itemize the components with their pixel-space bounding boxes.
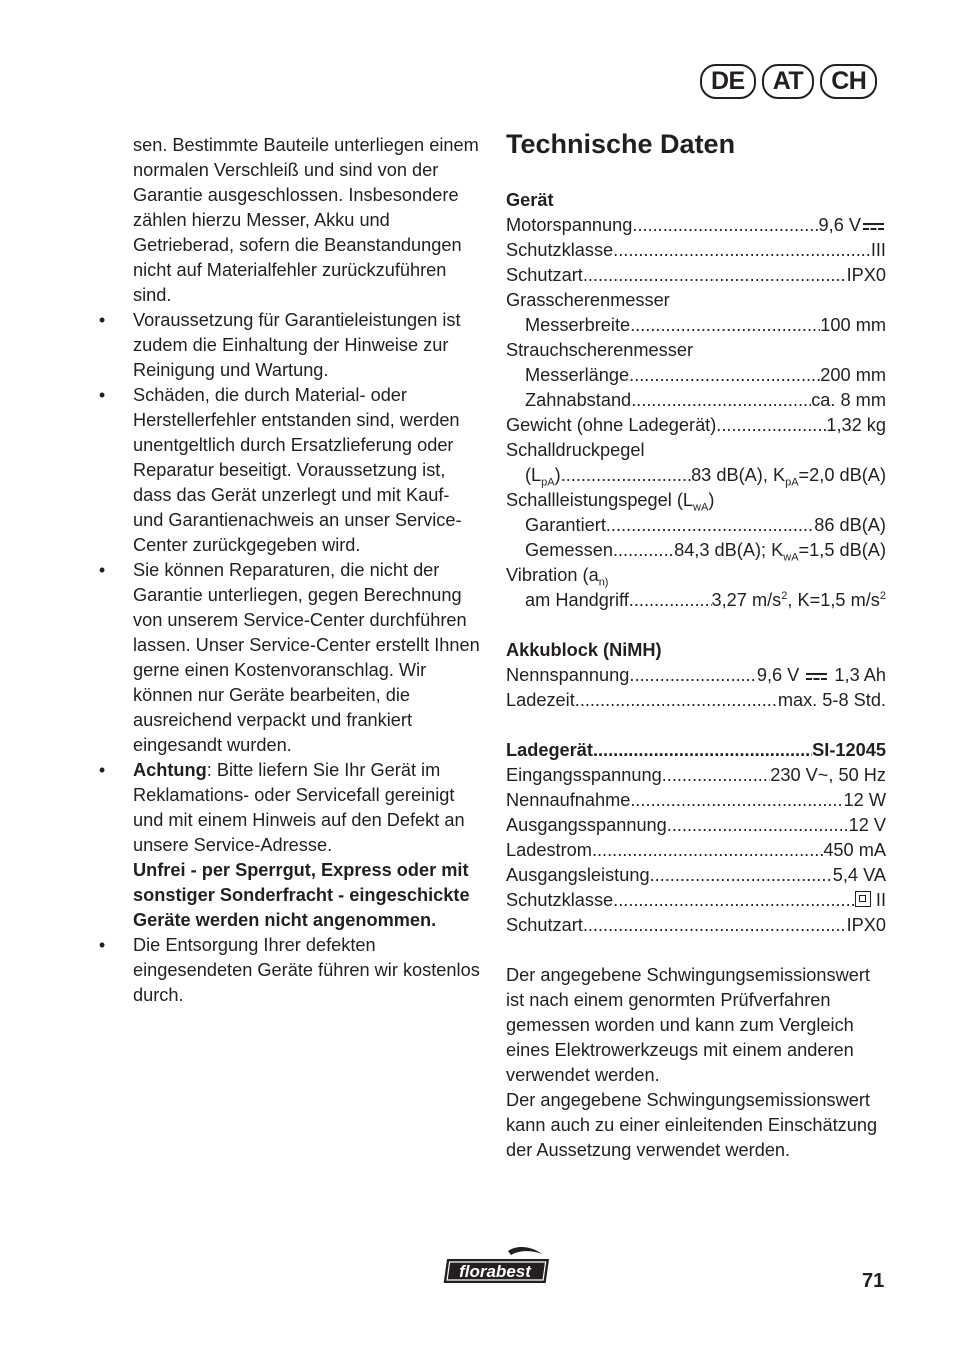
spec-row-nennspannung <box>506 663 886 688</box>
language-badges <box>700 64 877 99</box>
warranty-bullet <box>97 383 482 558</box>
spec-label: Ladezeit <box>506 690 575 710</box>
spec-value: 5,4 VA <box>832 865 886 885</box>
geraet-heading: Gerät <box>506 190 554 210</box>
spec-subheading-strauchschere: Strauchscherenmesser <box>506 340 694 360</box>
spec-label: Messerbreite <box>525 315 631 335</box>
warranty-bullet-achtung <box>97 758 482 933</box>
spec-value: II <box>855 888 886 913</box>
vibration-note-paragraph: Der angegebene Schwingungsemissionswert kann auch zu einer einleitenden Einschätzung der Aussetzung verwendet werden. <box>506 1090 878 1160</box>
spec-label: Ausgangsspannung <box>506 815 667 835</box>
warranty-intro: sen. Bestimmte Bauteile unterliegen einem normalen Verschleiß und sind von der Garantie ausgeschlossen. Insbesondere zählen hierzu Messer, Akku und Getrieberad, sofern die Beanstandungen nicht auf Materialfehler zurückzuführen sind. <box>133 135 479 305</box>
spec-label: Ladegerät <box>506 740 593 760</box>
dc-current-icon <box>863 222 884 231</box>
logo-text: florabest <box>459 1262 531 1281</box>
spec-label: Schutzart <box>506 915 583 935</box>
spec-subheading-grasschere: Grasscherenmesser <box>506 290 670 310</box>
akku-heading: Akkublock (NiMH) <box>506 640 662 660</box>
spec-label: Ausgangsleistung <box>506 865 650 885</box>
spec-label: Schutzklasse <box>506 240 614 260</box>
spec-value: 230 V~, 50 Hz <box>770 765 886 785</box>
spec-label: Gewicht (ohne Ladegerät) <box>506 415 717 435</box>
spec-value: 12 V <box>848 815 886 835</box>
spec-label: Ladestrom <box>506 840 592 860</box>
spec-row-schutzklasse-lader <box>506 888 886 913</box>
spec-value: max. 5-8 Std. <box>777 690 886 710</box>
spec-value: 3,27 $m/s^2$, K=1,5 $m/s^2$ <box>711 589 886 610</box>
technical-data-column <box>506 126 886 1163</box>
protection-class-ii-icon <box>855 891 871 907</box>
achtung-label: Achtung <box>133 760 207 780</box>
bullet-marker: • <box>98 310 106 330</box>
bullet-marker: • <box>98 560 106 580</box>
bullet-marker: • <box>98 385 106 405</box>
spec-row-handgriff <box>506 588 886 613</box>
bullet-text: Schäden, die durch Material- oder Herstellerfehler entstanden sind, werden unentgeltlich durch Ersatzlieferung oder Reparatur beseitigt. Voraussetzung ist, dass das Gerät unzerlegt und mit Kauf- und Garantienachweis an unser Service-Center zurückgegeben wird. <box>133 385 462 555</box>
spec-subheading-schalldruck: Schalldruckpegel <box>506 440 645 460</box>
spec-label: Schutzart <box>506 265 583 285</box>
bullet-text: Sie können Reparaturen, die nicht der Garantie unterliegen, gegen Berechnung von unserem Service-Center durchführen lassen. Unser Service-Center erstellt Ihnen gerne einen Kostenvoranschlag. Wir können nur Geräte bearbeiten, die ausreichend verpackt und frankiert eingesandt wurden. <box>133 560 480 755</box>
spec-row-ladezeit <box>506 688 886 713</box>
spec-value: 450 mA <box>823 840 886 860</box>
spec-value: 9,6 V <box>819 213 886 238</box>
spec-row-eingangsspannung <box>506 763 886 788</box>
spec-value: IPX0 <box>846 915 886 935</box>
page-number: 71 <box>862 1270 885 1292</box>
warranty-bullet <box>97 308 482 383</box>
bullet-text: Voraussetzung für Garantieleistungen ist zudem die Einhaltung der Hinweise zur Reinigung und Wartung. <box>133 310 461 380</box>
warranty-bullet <box>97 933 482 1008</box>
spec-value: 100 mm <box>820 315 886 335</box>
spec-row-schutzklasse <box>506 238 886 263</box>
spec-label: $(L_{pA})$ <box>525 465 561 489</box>
spec-value: IPX0 <box>846 265 886 285</box>
lang-badge-at: AT <box>762 64 814 99</box>
spec-label: Schutzklasse <box>506 890 614 910</box>
spec-label: Motorspannung <box>506 215 633 235</box>
spec-label: Messerlänge <box>525 365 630 385</box>
section-title: Technische Daten <box>506 129 736 159</box>
spec-value: 200 mm <box>820 365 886 385</box>
spec-row-gewicht <box>506 413 886 438</box>
spec-label: Nennaufnahme <box>506 790 631 810</box>
spec-row-schutzart-lader <box>506 913 886 938</box>
bullet-marker: • <box>98 935 106 955</box>
warranty-column <box>97 133 482 1008</box>
spec-value: SI-12045 <box>812 740 886 760</box>
lang-badge-de: DE <box>700 64 756 99</box>
spec-value: 84,3 dB(A); $K_{wA}=1,5$ dB(A) <box>674 540 886 564</box>
warranty-bullet-list <box>97 308 482 1008</box>
bullet-marker: • <box>98 760 106 780</box>
spec-row-ausgangsspannung <box>506 813 886 838</box>
dc-current-icon <box>806 672 827 681</box>
spec-value: 12 W <box>843 790 886 810</box>
vibration-note <box>506 963 886 1163</box>
spec-row-ausgangsleistung <box>506 863 886 888</box>
spec-row-messerlaenge <box>506 363 886 388</box>
lader-heading <box>506 738 886 763</box>
spec-value: ca. 8 mm <box>811 390 886 410</box>
lang-badge-ch: CH <box>820 64 877 99</box>
spec-row-ladestrom <box>506 838 886 863</box>
spec-row-schutzart <box>506 263 886 288</box>
bullet-text: Die Entsorgung Ihrer defekten eingesendeten Geräte führen wir kostenlos durch. <box>133 935 480 1005</box>
spec-value: 86 dB(A) <box>814 515 886 535</box>
florabest-logo <box>438 1245 552 1289</box>
spec-subheading-schallleistung: Schallleistungspegel $(L_{wA})$ <box>506 490 715 514</box>
spec-label: Nennspannung <box>506 665 630 685</box>
vibration-note-paragraph: Der angegebene Schwingungsemissionswert ist nach einem genormten Prüfverfahren gemessen worden und kann zum Vergleich eines Elektrowerkzeugs mit einem anderen verwendet werden. <box>506 965 870 1085</box>
spec-row-gemessen <box>506 538 886 563</box>
spec-row-messerbreite <box>506 313 886 338</box>
spec-row-nennaufnahme <box>506 788 886 813</box>
spec-label: Eingangsspannung <box>506 765 662 785</box>
spec-value: 1,32 kg <box>826 415 886 435</box>
spec-subheading-vibration: Vibration ($a_{n)}$ <box>506 565 609 589</box>
achtung-text: : Bitte liefern Sie Ihr Gerät im Reklamations- oder Servicefall gereinigt und mit einem Hinweis auf den Defekt an unsere Service-Adresse. <box>133 760 465 855</box>
spec-row-zahnabstand <box>506 388 886 413</box>
warranty-bullet <box>97 558 482 758</box>
spec-label: am Handgriff <box>525 590 629 610</box>
spec-label: Gemessen <box>525 540 613 560</box>
spec-value: 9,6 V 1,3 Ah <box>756 665 886 685</box>
spec-value: 83 dB(A), $K_{pA}=2,0$ dB(A) <box>691 465 886 489</box>
spec-label: Garantiert <box>525 515 606 535</box>
spec-row-garantiert <box>506 513 886 538</box>
spec-label: Zahnabstand <box>525 390 632 410</box>
spec-value: III <box>870 240 886 260</box>
spec-row-lpa <box>506 463 886 488</box>
achtung-bold-notice: Unfrei - per Sperrgut, Express oder mit sonstiger Sonderfracht - eingeschickte Geräte werden nicht angenommen. <box>133 860 470 930</box>
spec-row-motorspannung <box>506 213 886 238</box>
